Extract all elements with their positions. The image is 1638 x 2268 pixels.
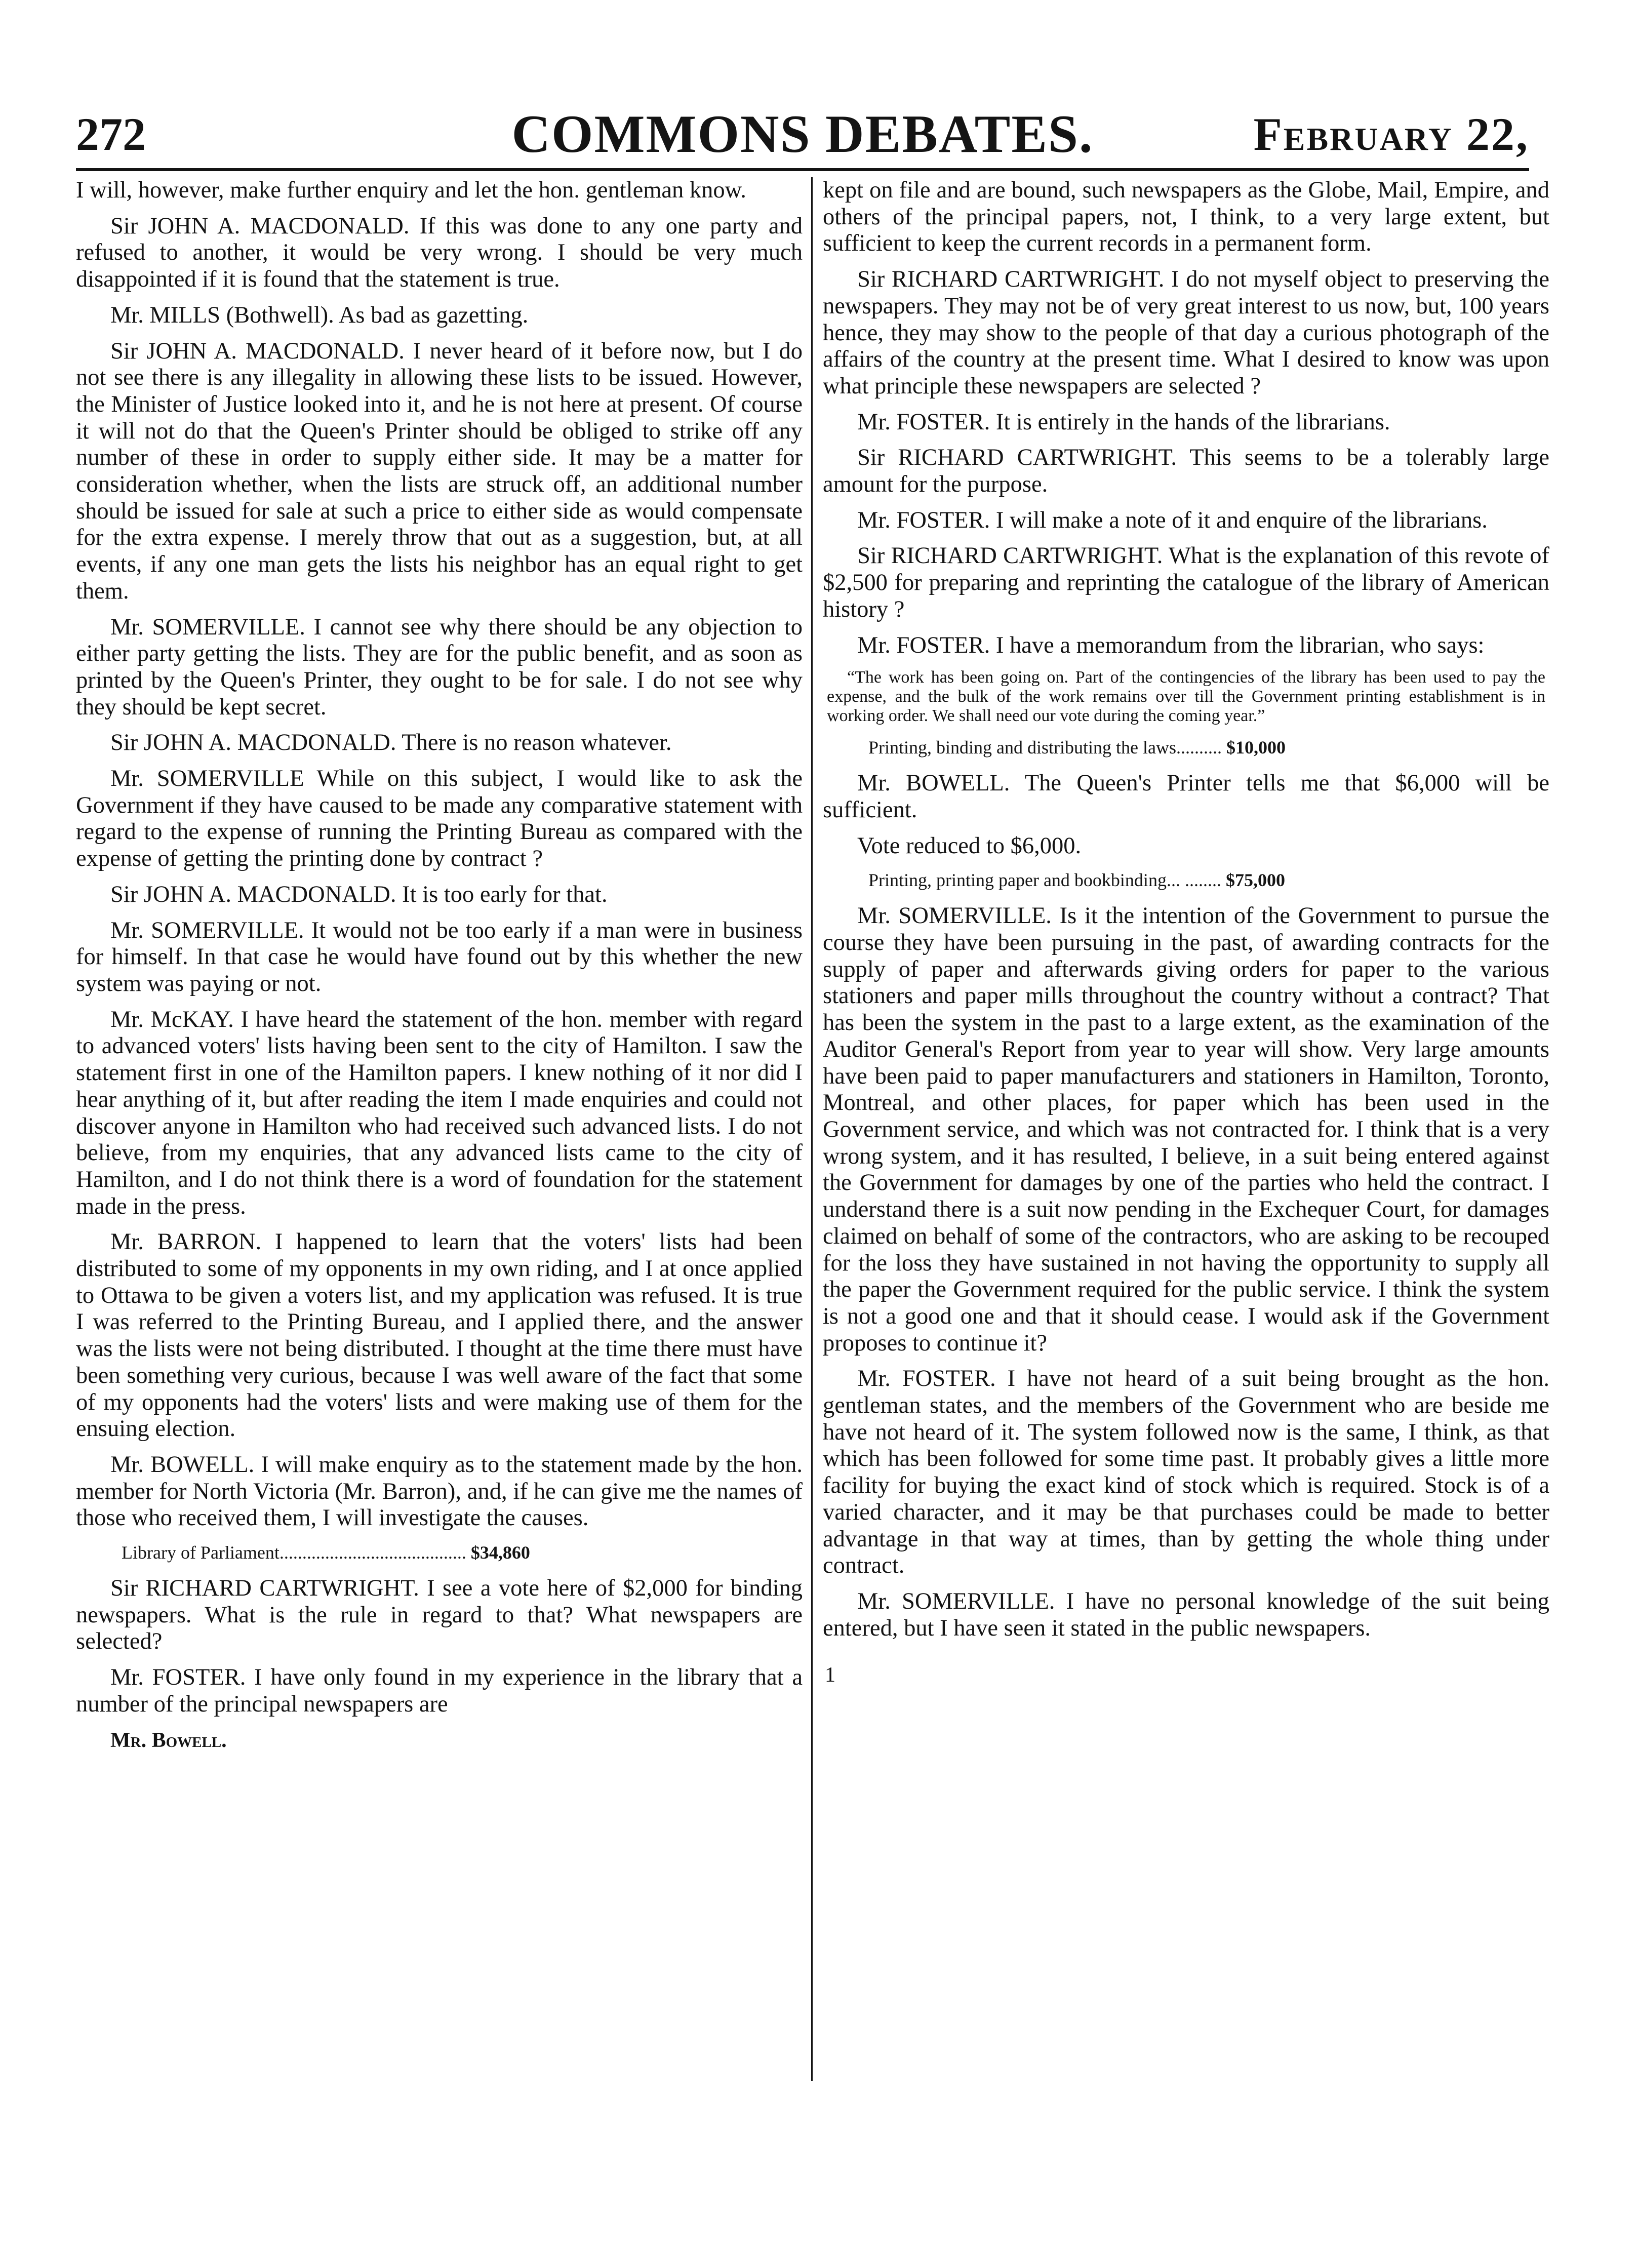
paragraph: Mr. FOSTER. I will make a note of it and enquire of the librarians. [857,507,1488,533]
estimate-item-amount: $10,000 [1226,737,1286,758]
paragraph: Sir RICHARD CARTWRIGHT. What is the explanation of this revote of $2,500 for preparing and reprinting the catalogue of the library of American history ? [823,543,1549,622]
paragraph: Mr. BOWELL. I will make enquiry as to the statement made by the hon. member for North Victoria (Mr. Barron), and, if he can give me the names of those who received them, I will investigate the causes. [76,1451,803,1531]
paragraph: Mr. BARRON. I happened to learn that the voters' lists had been distributed to some of my opponents in my own riding, and I at once applied to Ottawa to be given a voters list, and my application was refused. It is true I was referred to the Printing Bureau, and I applied there, and the answer was the lists were not being distributed. I thought at the time there must have been something very curious, because I was well aware of the fact that some of my opponents had the voters' lists and were making use of them for the ensuing election. [76,1229,803,1442]
paragraph: Mr. FOSTER. It is entirely in the hands of the librarians. [857,409,1390,435]
header-rule [76,168,1529,171]
estimate-item-label: Printing, printing paper and bookbinding... ........ [868,870,1226,891]
paragraph: Mr. McKAY. I have heard the statement of the hon. member with regard to advanced voters' lists having been sent to the city of Hamilton. I saw the statement first in one of the Hamilton papers. I knew nothing of it nor did I hear anything of it, but after reading the item I made enquiries and could not discover anyone in Hamilton who had received such advanced lists. I do not believe, from my enquiries, that any advanced lists came to the city of Hamilton, and I do not think there is a word of foundation for the statement made in the press. [76,1006,803,1219]
paragraph: Mr. FOSTER. I have not heard of a suit being brought as the hon. gentleman states, and the members of the Government who are beside me have not heard of it. The system followed now is the same, I think, as that which has been followed for some time past. It probably gives a little more facility for buying the exact kind of stock which is required. Stock is of a varied character, and it may be that purchases could be made to better advantage in that way at times, than by getting the whole thing under contract. [823,1366,1549,1579]
paragraph: Sir JOHN A. MACDONALD. If this was done to any one party and refused to another, it would be very wrong. I should be very much disappointed if it is found that the statement is true. [76,213,803,293]
estimate-item [823,868,1549,892]
paragraph: Sir JOHN A. MACDONALD. There is no reason whatever. [110,730,672,756]
right-column [823,177,1549,1689]
paragraph: I will, however, make further enquiry and let the hon. gentleman know. [76,177,746,203]
estimate-item [76,1541,803,1564]
paragraph: Mr. FOSTER. I have a memorandum from the librarian, who says: [857,632,1485,658]
paragraph: Mr. SOMERVILLE. Is it the intention of the Government to pursue the course they have been pursuing in the past, of awarding contracts for the supply of paper and afterwards giving orders for paper to the various stationers and paper mills throughout the country without a contract? That has been the system in the past to a large extent, as the examination of the Auditor General's Report from year to year will show. Very large amounts have been paid to paper manufacturers and stationers in Hamilton, Toronto, Montreal, and other places, for paper which has been used in the Government service, and which was not contracted for. I think that is a very wrong system, and it has resulted, I believe, in a suit being entered against the Government for damages by one of the parties who held the contract. I understand there is a suit now pending in the Exchequer Court, for damages claimed on behalf of some of the contractors, who are asking to be recouped for the loss they have sustained in not having the opportunity to supply all the paper the Government required for the public service. I think the system is not a good one and that it should cease. I would ask if the Government proposes to continue it? [823,903,1549,1356]
publication-title: COMMONS DEBATES. [511,104,1094,164]
paragraph: Mr. FOSTER. I have only found in my experience in the library that a number of the principal newspapers are [76,1664,803,1717]
quoted-memorandum: “The work has been going on. Part of the contingencies of the library has been used to pay the expense, and the bulk of the work remains over till the Government printing establishment is in working order. We shall need our vote during the coming year.” [827,668,1545,726]
left-column [76,177,803,1754]
paragraph: Mr. SOMERVILLE While on this subject, I would like to ask the Government if they have caused to be made any comparative statement with regard to the expense of running the Printing Bureau as compared with the expense of getting the printing done by contract ? [76,766,803,872]
paragraph: Mr. MILLS (Bothwell). As bad as gazetting. [110,302,529,328]
paragraph: Sir RICHARD CARTWRIGHT. This seems to be a tolerably large amount for the purpose. [823,445,1549,498]
estimate-item-amount: $75,000 [1225,870,1285,891]
estimate-item-label: Printing, binding and distributing the laws.......... [868,737,1226,758]
estimate-item [823,736,1549,759]
column-divider [811,177,813,2081]
paragraph: Mr. SOMERVILLE. It would not be too early if a man were in business for himself. In that case he would have found out by this whether the new system was paying or not. [76,917,803,997]
paragraph: Sir JOHN A. MACDONALD. I never heard of it before now, but I do not see there is any illegality in allowing these lists to be issued. However, the Minister of Justice looked into it, and he is not here at present. Of course it will not do that the Queen's Printer should be obliged to strike off any number of these in order to supply either side. It may be a matter for consideration whether, when the lists are struck off, an additional number should be issued for sale at such a price to either side as would compensate for the extra expense. I merely throw that out as a suggestion, but, at all events, if any one man gets the lists his neighbor has an equal right to get them. [76,338,803,604]
estimate-item-label: Library of Parliament......................................... [122,1542,471,1563]
paragraph: Sir JOHN A. MACDONALD. It is too early for that. [110,881,608,907]
page-date: February 22, [1253,108,1529,160]
signature-mark: 1 [825,1663,835,1687]
paragraph: Mr. SOMERVILLE. I have no personal knowledge of the suit being entered, but I have seen it stated in the public newspapers. [823,1588,1549,1641]
paragraph: kept on file and are bound, such newspapers as the Globe, Mail, Empire, and others of the principal papers, not, I think, to a very large extent, but sufficient to keep the current records in a permanent form. [823,177,1549,257]
paragraph: Mr. SOMERVILLE. I cannot see why there should be any objection to either party getting the lists. They are for the public benefit, and as soon as printed by the Queen's Printer, they ought to be for sale. I do not see why they should be kept secret. [76,614,803,720]
page-header [76,101,1529,167]
estimate-item-amount: $34,860 [470,1542,530,1563]
paragraph: Sir RICHARD CARTWRIGHT. I do not myself object to preserving the newspapers. They may not be of very great interest to us now, but, 100 years hence, they may show to the people of that day a curious photograph of the affairs of the country at the present time. What I desired to know was upon what principle these newspapers are selected ? [823,266,1549,399]
page-signature: Mr. Bowell. [110,1728,227,1752]
paragraph: Vote reduced to $6,000. [857,832,1082,859]
paragraph: Mr. BOWELL. The Queen's Printer tells me that $6,000 will be sufficient. [823,770,1549,823]
paragraph: Sir RICHARD CARTWRIGHT. I see a vote here of $2,000 for binding newspapers. What is the rule in regard to that? What newspapers are selected? [76,1575,803,1655]
page-number: 272 [76,108,146,160]
